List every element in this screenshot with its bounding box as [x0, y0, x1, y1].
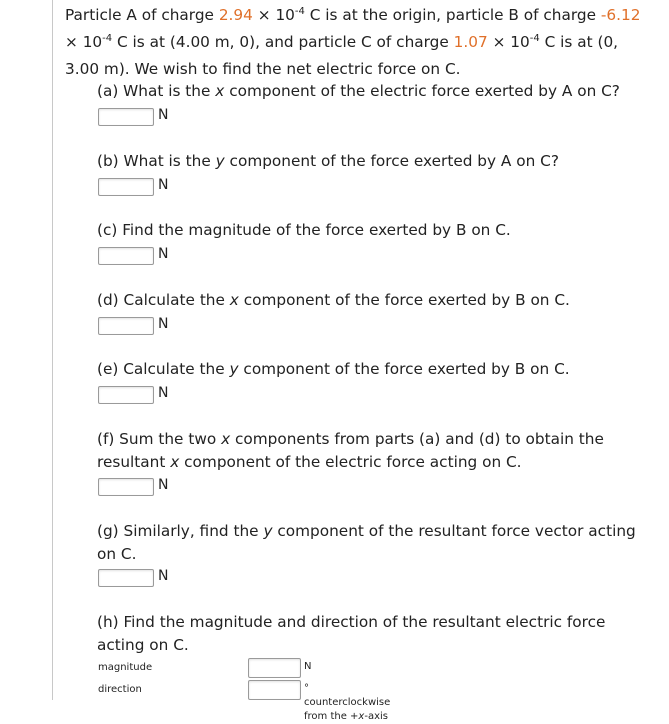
answer-a-unit: N	[158, 107, 169, 123]
answer-c-unit: N	[158, 246, 169, 262]
problem-statement: Particle A of charge $2.94 \times 10^{-4}$ C is at the origin, particle B of charge $-6.12 \times 10^{-4}$ C is at (4.00 m, 0), and particle C of charge $1.07 \times 10^{-4}$ C is at (0, 3.00 m). We wish to find the net electric force on C.	[65, 6, 641, 78]
answer-c-input[interactable]	[98, 247, 154, 265]
answer-f-input[interactable]	[98, 478, 154, 496]
answer-a-input[interactable]	[98, 108, 154, 126]
answer-b-input[interactable]	[98, 178, 154, 196]
direction-unit: ° counterclockwise from the +x-axis	[304, 683, 391, 722]
magnitude-label: magnitude	[98, 662, 153, 673]
question-h: (h) Find the magnitude and direction of the resultant electric force acting on C.	[97, 613, 606, 654]
answer-d-unit: N	[158, 316, 169, 332]
question-a: (a) What is the x component of the electric force exerted by A on C?	[97, 82, 620, 100]
magnitude-unit: N	[304, 661, 312, 672]
answer-e-input[interactable]	[98, 386, 154, 404]
charge-a-value: 2.94	[218, 6, 253, 24]
answer-g-unit: N	[158, 568, 169, 584]
question-b: (b) What is the y component of the force exerted by A on C?	[97, 152, 559, 170]
charge-c-value: 1.07	[453, 33, 488, 51]
answer-b-unit: N	[158, 177, 169, 193]
direction-label: direction	[98, 684, 142, 695]
answer-f-unit: N	[158, 477, 169, 493]
direction-row	[98, 683, 391, 722]
charge-b-value: -6.12	[600, 6, 641, 24]
magnitude-row	[98, 661, 312, 675]
question-f: (f) Sum the two x components from parts (a) and (d) to obtain the resultant x component of the electric force acting on C.	[97, 430, 604, 471]
question-panel	[52, 0, 669, 700]
answer-e-unit: N	[158, 385, 169, 401]
question-c: (c) Find the magnitude of the force exerted by B on C.	[97, 221, 511, 239]
question-e: (e) Calculate the y component of the force exerted by B on C.	[97, 360, 570, 378]
answer-d-input[interactable]	[98, 317, 154, 335]
direction-input[interactable]	[248, 680, 301, 700]
question-g: (g) Similarly, find the y component of the resultant force vector acting on C.	[97, 522, 636, 563]
magnitude-input[interactable]	[248, 658, 301, 678]
question-d: (d) Calculate the x component of the force exerted by B on C.	[97, 291, 570, 309]
answer-g-input[interactable]	[98, 569, 154, 587]
